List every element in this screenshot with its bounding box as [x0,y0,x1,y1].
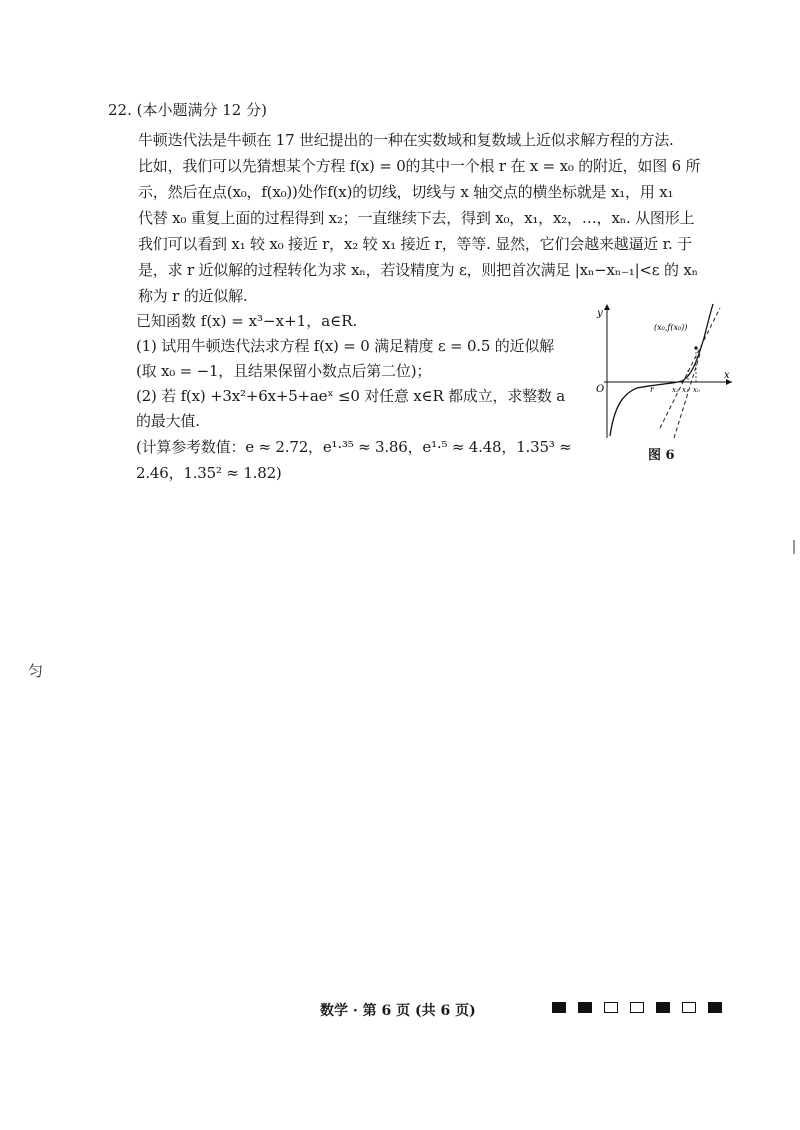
tick-x0: x₀ [693,386,700,394]
figure-6 [592,298,742,438]
part2-line-2: 的最大值. [136,412,200,430]
tangent-line-2 [674,354,700,438]
page-mark-hollow [604,1002,618,1013]
scan-edge-mark [793,540,795,554]
intro-line-7: 称为 r 的近似解. [138,287,248,305]
point-label: (x₀,f(x₀)) [654,323,688,332]
given-function: 已知函数 f(x) = x³−x+1，a∈R. [136,312,358,330]
page-mark-hollow [630,1002,644,1013]
intro-line-4: 代替 x₀ 重复上面的过程得到 x₂；一直继续下去，得到 x₀，x₁，x₂，…，xₙ. 从图形上 [138,209,695,227]
part1-line-1: (1) 试用牛顿迭代法求方程 f(x) = 0 满足精度 ε = 0.5 的近似解 [136,337,554,355]
stray-character: 匀 [28,662,44,680]
tick-x2: x₂ [672,386,679,394]
page-mark-filled [708,1002,722,1013]
reference-line-2: 2.46，1.35² ≈ 1.82) [136,464,282,482]
problem-header [108,100,267,120]
part1-line-2: (取 x₀ = −1，且结果保留小数点后第二位)； [136,362,432,380]
problem-number: 22. [108,101,132,119]
intro-line-3: 示，然后在点(x₀，f(x₀))处作f(x)的切线，切线与 x 轴交点的横坐标就是 x₁，用 x₁ [138,183,674,201]
part2-line-1: (2) 若 f(x) +3x²+6x+5+aeˣ ≤0 对任意 x∈R 都成立，求整数 a [136,387,566,405]
page-mark-filled [552,1002,566,1013]
page-mark-filled [656,1002,670,1013]
y-axis-label: y [597,308,603,319]
intro-line-1: 牛顿迭代法是牛顿在 17 世纪提出的一种在实数域和复数域上近似求解方程的方法. [138,131,674,149]
reference-line-1: (计算参考数值：e ≈ 2.72，e¹·³⁵ ≈ 3.86，e¹·⁵ ≈ 4.48，1.35³ ≈ [136,438,572,456]
intro-line-2: 比如，我们可以先猜想某个方程 f(x) = 0的其中一个根 r 在 x = x₀ 的附近，如图 6 所 [138,157,701,175]
page-mark-hollow [682,1002,696,1013]
figure-caption: 图 6 [648,448,675,463]
page-footer: 数学 · 第 6 页 (共 6 页) [320,1003,476,1019]
origin-label: O [596,384,605,395]
score-note: (本小题满分 12 分) [136,101,267,119]
intro-line-5: 我们可以看到 x₁ 较 x₀ 接近 r，x₂ 较 x₁ 接近 r，等等. 显然，它们会越来越逼近 r. 于 [138,235,692,253]
intro-line-6: 是，求 r 近似解的过程转化为求 xₙ，若设精度为 ε，则把首次满足 |xₙ−xₙ₋₁|<ε 的 xₙ [138,261,698,279]
x-axis-label: x [724,370,730,381]
tick-r: r [650,385,654,394]
tangent-point [694,346,697,349]
page-mark-filled [578,1002,592,1013]
tick-x1: x₁ [682,386,689,394]
y-axis-arrow [604,304,610,310]
